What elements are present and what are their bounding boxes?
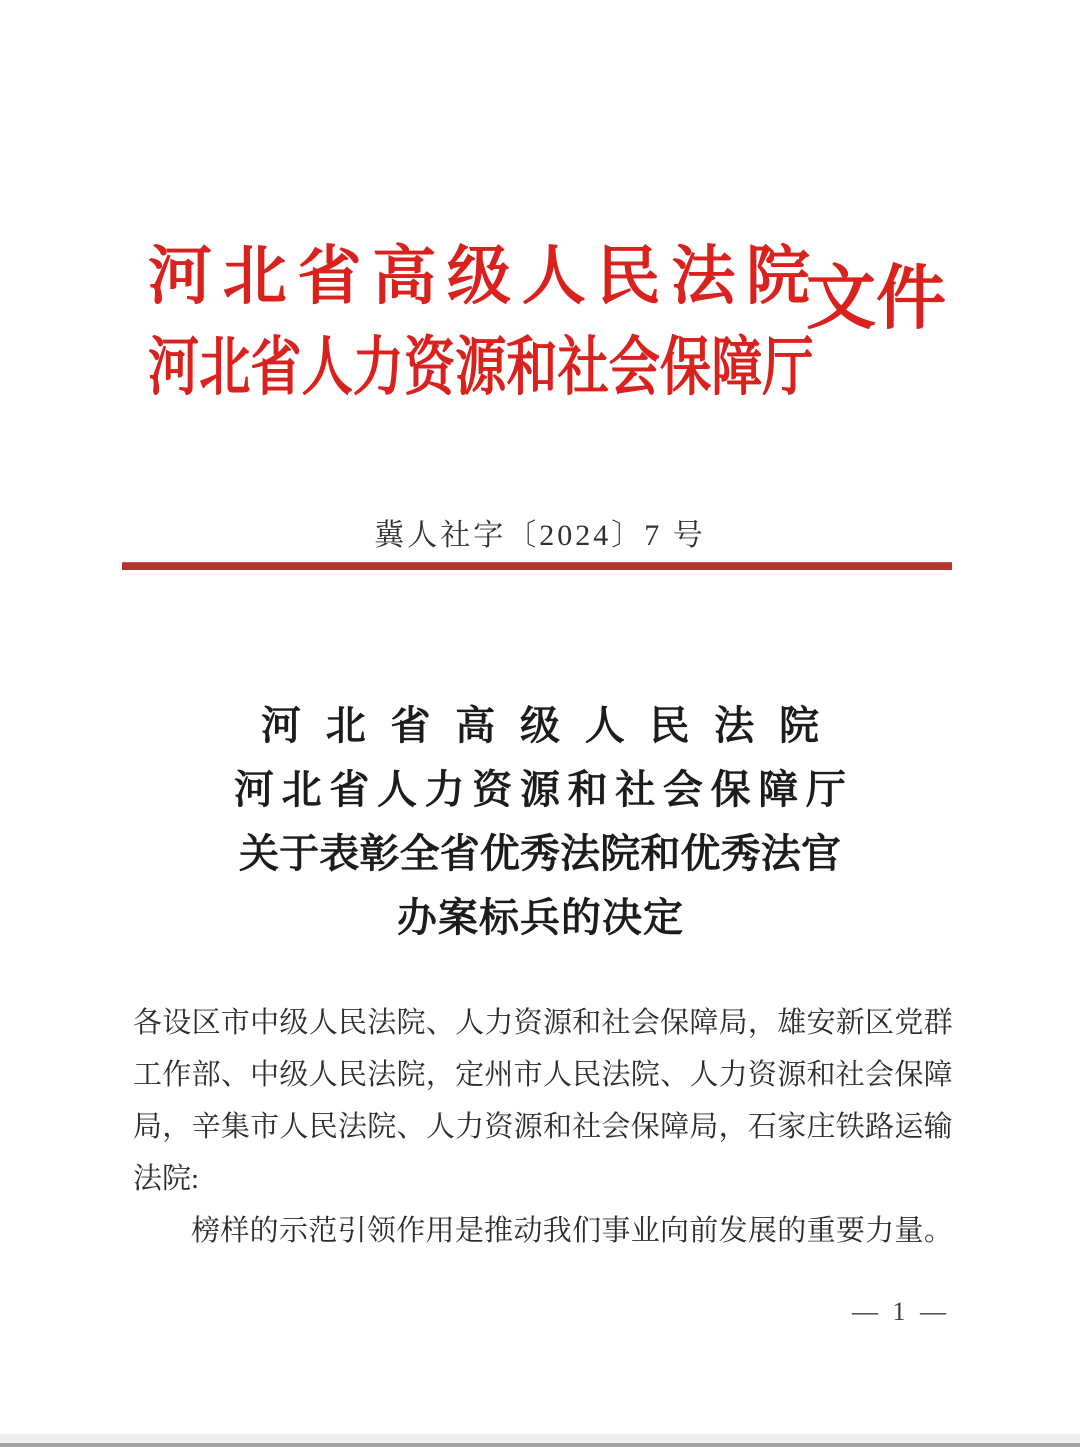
page-number: — 1 — <box>852 1297 950 1326</box>
body-line: 各 设 区 市 中 级 人 民 法 院 、 人 力 资 源 和 社 会 保 障 局 ， 雄 安 新 区 党 群 <box>133 1007 953 1039</box>
title-line-2: 河 北 省 人 力 资 源 和 社 会 保 障 厅 <box>234 767 846 812</box>
document-number: 冀人社字〔2024〕7 号 <box>374 519 706 552</box>
body-line-salutation: 法院: <box>133 1163 200 1195</box>
title-line-1: 河 北 省 高 级 人 民 法 院 <box>261 703 819 748</box>
body-line: 工 作 部 、 中 级 人 民 法 院 ， 定 州 市 人 民 法 院 、 人 力 资 源 和 社 会 保 障 <box>133 1059 953 1091</box>
photo-edge-dark <box>0 1443 1080 1447</box>
photo-edge-light <box>0 1434 1080 1443</box>
org-name-line-1: 河 北 省 高 级 人 民 法 院 <box>148 241 810 312</box>
document-body <box>133 997 953 1257</box>
body-line: 局 ， 辛 集 市 人 民 法 院 、 人 力 资 源 和 社 会 保 障 局 ， 石 家 庄 铁 路 运 输 <box>133 1111 953 1143</box>
org-name-line-2: 河北省人力资源和社会保障厅 <box>148 332 814 403</box>
title-line-3: 关 于 表 彰 全 省 优 秀 法 院 和 优 秀 法 官 <box>239 831 841 876</box>
body-line-paragraph: 榜 样 的 示 范 引 领 作 用 是 推 动 我 们 事 业 向 前 发 展 的 重 要 力 量 。 <box>191 1215 953 1247</box>
red-divider-line <box>122 562 952 570</box>
document-type-label: 文件 <box>806 261 946 338</box>
document-title <box>0 694 1080 950</box>
title-line-4: 办 案 标 兵 的 决 定 <box>397 895 683 940</box>
